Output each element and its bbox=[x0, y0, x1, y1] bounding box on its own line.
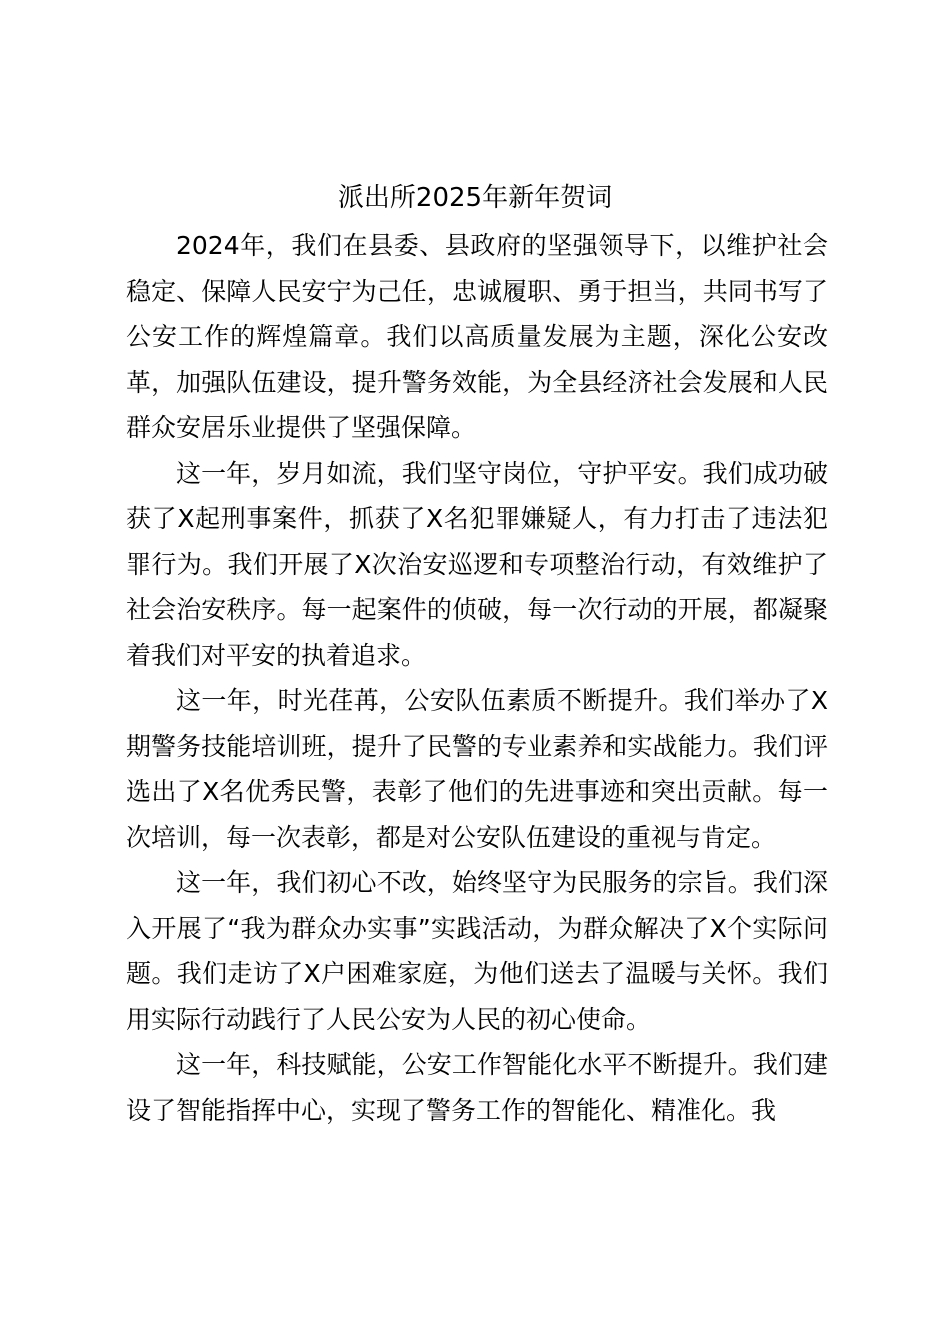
paragraph-4: 这一年，我们初心不改，始终坚守为民服务的宗旨。我们深入开展了“我为群众办实事”实践活动，为群众解决了X个实际问题。我们走访了X户困难家庭，为他们送去了温暖与关怀。我们用实际行动践行了人民公安为人民的初心使命。 bbox=[126, 868, 828, 1034]
document-body bbox=[126, 223, 828, 1133]
paragraph-2: 这一年，岁月如流，我们坚守岗位，守护平安。我们成功破获了X起刑事案件，抓获了X名犯罪嫌疑人，有力打击了违法犯罪行为。我们开展了X次治安巡逻和专项整治行动，有效维护了社会治安秩序。每一起案件的侦破，每一次行动的开展，都凝聚着我们对平安的执着追求。 bbox=[126, 458, 828, 670]
document-title: 派出所2025年新年贺词 bbox=[337, 183, 613, 213]
paragraph-1: 2024年，我们在县委、县政府的坚强领导下，以维护社会稳定、保障人民安宁为己任，忠诚履职、勇于担当，共同书写了公安工作的辉煌篇章。我们以高质量发展为主题，深化公安改革，加强队伍建设，提升警务效能，为全县经济社会发展和人民群众安居乐业提供了坚强保障。 bbox=[126, 231, 828, 442]
paragraph-5: 这一年，科技赋能，公安工作智能化水平不断提升。我们建设了智能指挥中心，实现了警务工作的智能化、精准化。我 bbox=[126, 1050, 828, 1125]
paragraph-3: 这一年，时光荏苒，公安队伍素质不断提升。我们举办了X期警务技能培训班，提升了民警的专业素养和实战能力。我们评选出了X名优秀民警，表彰了他们的先进事迹和突出贡献。每一次培训，每一次表彰，都是对公安队伍建设的重视与肯定。 bbox=[126, 686, 828, 852]
